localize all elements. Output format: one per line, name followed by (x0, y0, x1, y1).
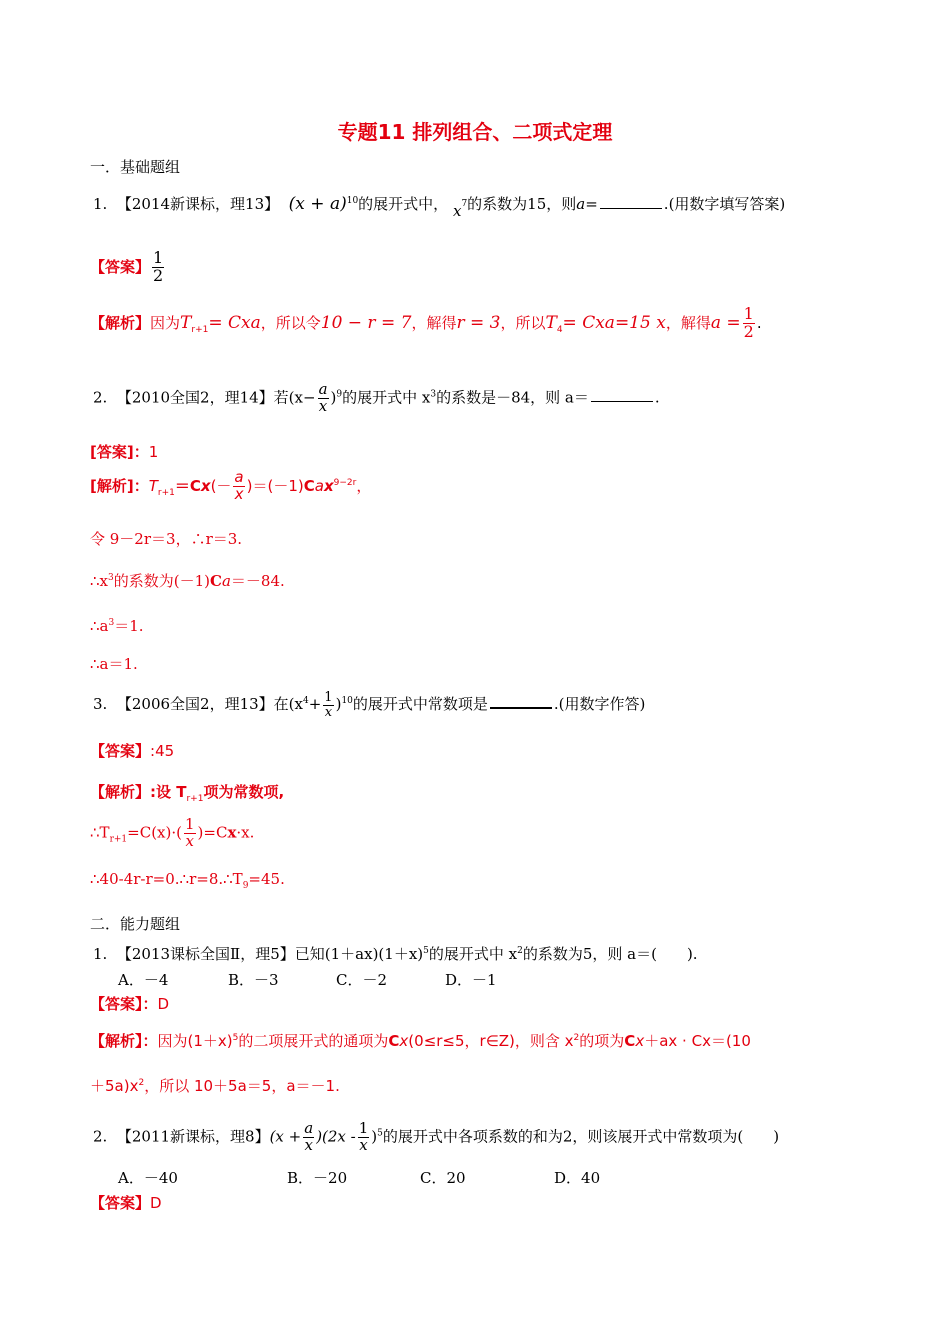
q2-sol-fraction (233, 470, 244, 503)
q1-number: 1. (93, 195, 108, 213)
q1-sol-eq1: 10 − r = 7 (320, 312, 412, 333)
q2-sol-x: x (200, 476, 211, 495)
p1-option-c: C．－2 (336, 971, 388, 989)
q2-line3c: C (210, 572, 222, 590)
p1-sol1i: x (635, 1032, 645, 1050)
q2-sol-close: ) (246, 476, 253, 495)
section-ability: 二．能力题组 (90, 915, 181, 933)
q1-sol-t: T (180, 312, 192, 333)
p1-text2: 的展开式中 x (428, 945, 518, 963)
q1-sol-x: x (241, 312, 251, 333)
q3-line2g: =C (203, 823, 228, 842)
q2-sol-t-sub: r+1 (157, 487, 175, 498)
q3-line2c: (x (151, 823, 166, 842)
q1-sol-c: = C (208, 312, 241, 333)
q3-line2e: ·( (171, 823, 182, 842)
p1-option-b: B．－3 (228, 971, 279, 989)
p2-fd1: x (304, 1135, 313, 1154)
q2-line3a: ∴x (90, 572, 109, 590)
q2-text2: ) (330, 388, 337, 407)
q2-line3b: 的系数为(－1) (113, 572, 210, 590)
p1-question (93, 943, 698, 964)
q1-sol-a: a (250, 312, 261, 333)
p2-option-b: B．－20 (287, 1169, 348, 1187)
p2-answer-value: D (150, 1194, 162, 1212)
p1-option-a: A．－4 (118, 971, 169, 989)
q3-line3: ∴40-4r-r=0.∴r=8.∴T (90, 870, 243, 888)
p2-text3: ) (371, 1127, 378, 1146)
p1-sol1c: C (388, 1032, 400, 1050)
p1-exp: 5 (423, 946, 429, 956)
q2-exp: 9 (336, 389, 343, 400)
q3-sol-tail: 项为常数项, (203, 783, 285, 801)
q1-sol-text2: ，所以令 (260, 313, 321, 332)
p1-sol1g: 的项为 (579, 1032, 625, 1050)
q1-sol-fn: 1 (743, 304, 754, 323)
q1-sol-x2: x (595, 312, 605, 333)
p1-sol1f: 2 (573, 1033, 580, 1043)
p1-text3: 的系数为5，则 a＝( ). (522, 945, 698, 963)
q1-sol-t4-sub: 4 (556, 324, 563, 335)
q1-sol-eq2: r = 3 (456, 312, 501, 333)
q2-text4: 的系数是－84，则 a＝ (436, 388, 589, 407)
p2-source: 【2011新课标，理8】 (116, 1127, 270, 1146)
q1-exp: 10 (346, 196, 359, 206)
q1-sol-fraction (743, 306, 755, 341)
q3-line2h: x (227, 823, 237, 842)
p1-sol1: 因为(1＋x) (157, 1032, 233, 1050)
q2-solution-line2: 令 9－2r＝3，∴r＝3. (90, 530, 243, 548)
q1-sol-c2: = C (562, 312, 596, 333)
q2-sol-paren: (－ (210, 476, 232, 495)
q3-line2end: . (249, 823, 255, 842)
q1-answer-den: 2 (153, 265, 164, 285)
q1-sol-text1: 因为 (150, 313, 181, 332)
q1-solution (90, 306, 762, 341)
q3-fn: 1 (324, 690, 333, 705)
q3-tail: .(用数字作答) (553, 695, 646, 714)
q1-blank (600, 207, 662, 209)
q2-question (93, 382, 660, 415)
q1-sol-fd: 2 (743, 321, 754, 341)
q3-line2a: ∴T (90, 823, 110, 842)
q2-line3e: ＝－84. (230, 572, 285, 590)
q2-fd: x (318, 396, 328, 415)
p1-sol1b: 的二项展开式的通项为 (238, 1032, 389, 1050)
q3-line2b: =C (127, 823, 152, 842)
p2-fn2: 1 (358, 1119, 369, 1137)
q3-text2: + (308, 695, 322, 714)
q3-line3end: =45. (248, 870, 285, 888)
p1-source: 【2013课标全国Ⅱ，理5】 (116, 945, 295, 963)
q2-line3exp: 3 (108, 573, 114, 583)
page-title: 专题11 排列组合、二项式定理 (337, 120, 613, 144)
q3-fd: x (324, 704, 333, 720)
q2-answer-label: [答案]： (90, 443, 149, 461)
q1-sol-label: 【解析】 (90, 313, 151, 332)
q2-fn: a (318, 380, 328, 398)
q3-source: 【2006全国2，理13】 (116, 695, 274, 714)
q3-answer-label: 【答案】 (90, 742, 151, 760)
q1-sol-text5: ，解得 (665, 313, 711, 332)
p2-answer-label: 【答案】 (90, 1194, 151, 1212)
q1-sol-a-eq: a = (710, 312, 741, 333)
q3-solution-line2 (90, 817, 254, 850)
q2-line4a: ∴a (90, 617, 109, 635)
q2-sol-fn: a (234, 468, 244, 486)
q2-text3: 的展开式中 x (342, 388, 431, 407)
q2-answer-value: 1 (148, 443, 159, 461)
q2-sol-x2: x (323, 476, 334, 495)
q2-line3d: a (221, 572, 231, 590)
q2-line4b: ＝1. (114, 617, 144, 635)
q2-x3: 3 (430, 389, 437, 400)
p1-solution-line1 (90, 1030, 751, 1051)
q1-a: a (576, 195, 586, 213)
q3-line2f: ) (197, 823, 204, 842)
q1-expr: (x + a) (288, 194, 347, 214)
q1-text2: 的系数为15，则 (467, 195, 577, 213)
q2-sol-t: T (148, 476, 158, 495)
p1-solution-line2 (90, 1075, 340, 1096)
p2-question (93, 1121, 779, 1154)
p1-option-d: D．－1 (445, 971, 497, 989)
q2-source: 【2010全国2，理14】 (116, 388, 274, 407)
p1-sol1k: x＝(10 (702, 1032, 751, 1050)
q3-number: 3. (93, 695, 108, 714)
q3-line3sub: 9 (242, 881, 249, 891)
q1-x7: x (452, 202, 462, 220)
q1-sol-end: . (756, 313, 762, 332)
p2-option-c: C．20 (420, 1169, 466, 1187)
q3-solution-line3 (90, 870, 285, 891)
q1-sol-t-sub: r+1 (191, 324, 209, 335)
q2-sol-fd: x (234, 484, 244, 503)
p1-answer-value: D (157, 995, 170, 1013)
p1-text: 已知(1＋ax)(1＋x) (294, 945, 424, 963)
q2-sol-c2: C (303, 476, 315, 495)
q3-text1: 在(x (273, 695, 303, 714)
q1-answer-label: 【答案】 (90, 257, 151, 276)
q1-answer (90, 250, 166, 285)
p1-sol1h: C (624, 1032, 636, 1050)
q2-line4exp: 3 (108, 618, 115, 628)
p2-option-d: D．40 (554, 1169, 601, 1187)
q2-sol-x2-exp: 9−2r (333, 477, 357, 488)
p1-sol1e: (0≤r≤5，r∈Z)，则含 x (408, 1032, 574, 1050)
q3-answer-value: :45 (150, 742, 175, 760)
q2-answer (90, 441, 158, 462)
q1-sol-text4: ，所以 (500, 313, 546, 332)
q2-solution-line1 (90, 470, 371, 503)
q2-solution-line4 (90, 615, 144, 636)
p2-number: 2. (93, 1127, 108, 1146)
q3-line2i: ·x (236, 823, 250, 842)
p2-exp: 5 (377, 1128, 383, 1139)
q3-line2sub: r+1 (109, 834, 128, 845)
q1-sol-text3: ，解得 (411, 313, 457, 332)
q1-answer-fraction (152, 250, 164, 285)
p2-text4: 的展开式中各项系数的和为2，则该展开式中常数项为( ) (382, 1127, 780, 1146)
p1-number: 1. (93, 945, 108, 963)
q3-line2fd: x (185, 831, 194, 850)
q2-sol-label: [解析]： (90, 476, 149, 495)
q2-sol-c: ＝C (174, 476, 201, 495)
p1-sol-label: 【解析】： (90, 1032, 158, 1050)
q3-text4: 的展开式中常数项是 (352, 695, 488, 714)
p2-fraction1 (303, 1121, 314, 1154)
q2-blank (591, 400, 653, 402)
q1-eq: = (585, 195, 598, 213)
q2-fraction (318, 382, 329, 415)
q2-sol-neg1: ＝(－1) (252, 476, 304, 495)
p2-option-a: A．－40 (118, 1169, 178, 1187)
q2-solution-line5: ∴a＝1. (90, 655, 138, 673)
q1-sol-15x7: =15 x (614, 312, 666, 333)
p1-sol2b: ，所以 10＋5a＝5，a＝－1. (144, 1077, 340, 1095)
q3-solution-line1 (90, 781, 284, 804)
q1-sol-t4: T (545, 312, 557, 333)
p2-text2: )(2x - (316, 1127, 356, 1146)
q3-sol-sub: r+1 (186, 794, 204, 804)
q3-question (93, 691, 645, 719)
q3-sol-text: :设 T (150, 783, 187, 801)
q3-line2fn: 1 (184, 815, 195, 833)
p1-x2: 2 (517, 946, 523, 956)
p1-sol1j: ＋ax · C (644, 1032, 703, 1050)
q2-text1: 若(x− (273, 388, 316, 407)
p1-answer-label: 【答案】： (90, 995, 158, 1013)
q3-line2d: ) (165, 823, 172, 842)
q1-question (93, 193, 786, 220)
q2-sol-a: a (314, 476, 324, 495)
q3-exp: 10 (341, 696, 353, 707)
p2-answer (90, 1192, 162, 1213)
p1-answer (90, 993, 169, 1014)
q1-answer-num: 1 (153, 248, 164, 267)
p2-fn1: a (304, 1119, 314, 1137)
q1-text1: 的展开式中， (358, 195, 449, 213)
q1-source: 【2014新课标，理13】 (116, 195, 280, 213)
p2-fd2: x (359, 1135, 368, 1154)
p2-fraction2 (358, 1121, 370, 1154)
q1-sol-a2: a (604, 312, 615, 333)
section-basic: 一．基础题组 (90, 158, 181, 176)
p2-text1: (x + (269, 1127, 302, 1146)
p1-sol2exp: 2 (138, 1078, 145, 1088)
q2-solution-line3 (90, 570, 285, 591)
p1-sol1d: x (399, 1032, 409, 1050)
p1-sol1exp: 5 (232, 1033, 239, 1043)
q2-number: 2. (93, 388, 108, 407)
q2-sol-end: ， (356, 476, 372, 495)
q1-tail: .(用数字填写答案) (663, 195, 786, 213)
q3-x4: 4 (302, 696, 309, 707)
p1-sol2a: ＋5a)x (90, 1077, 139, 1095)
q3-blank (490, 706, 552, 709)
q3-answer (90, 740, 174, 761)
q1-x7exp: 7 (461, 199, 468, 209)
q2-tail: . (654, 388, 660, 407)
q3-line2-fraction (184, 817, 196, 850)
q3-text3: ) (335, 695, 342, 714)
q3-sol-label: 【解析】 (90, 783, 151, 801)
q3-fraction (323, 691, 333, 719)
